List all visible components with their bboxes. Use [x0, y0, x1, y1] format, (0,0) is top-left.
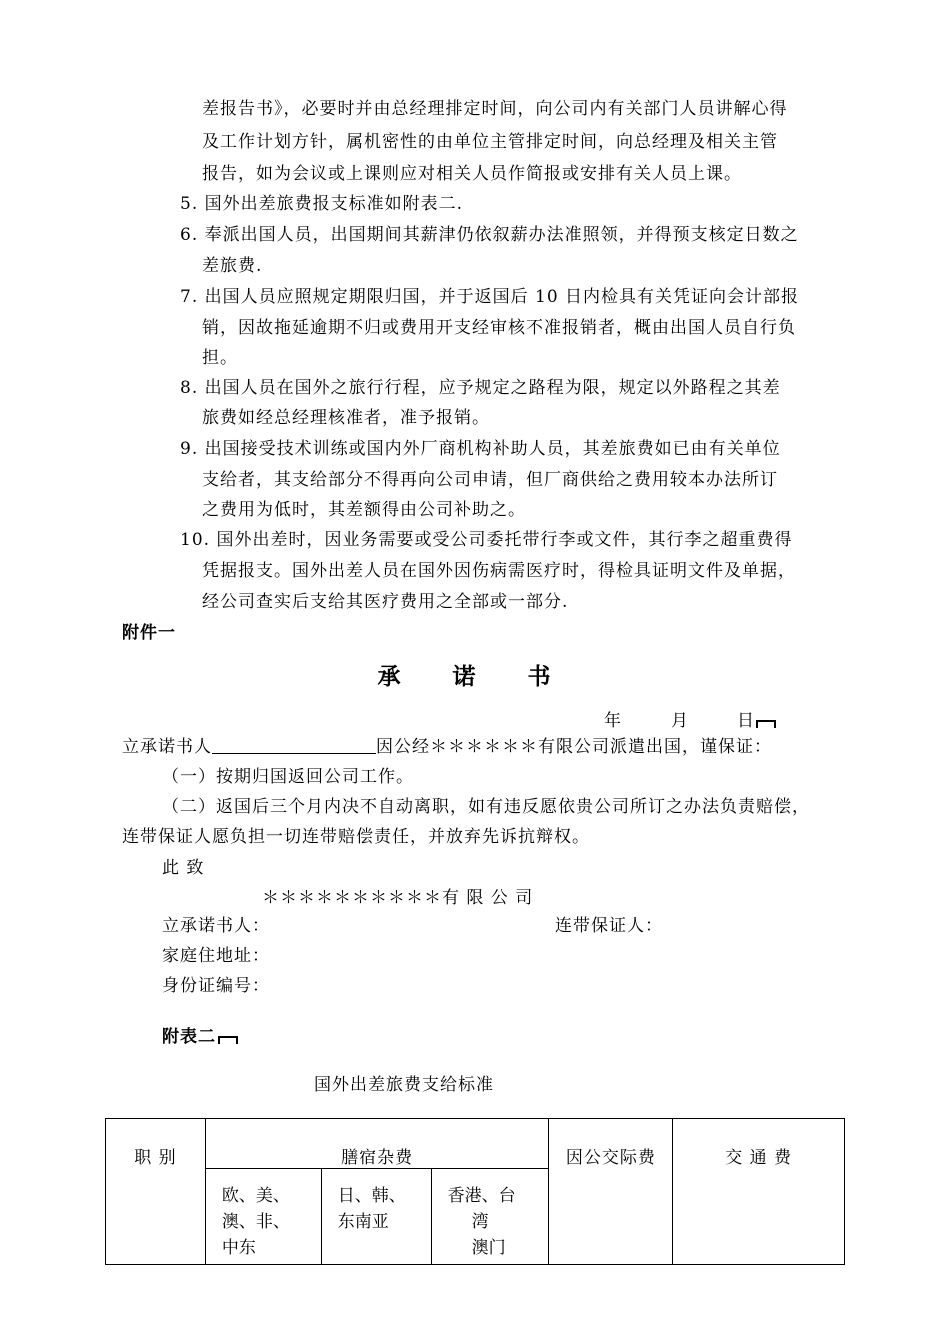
list-item-continuation: 销，因故拖延逾期不归或费用开支经审核不准报销者，概由出国人员自行负 [202, 318, 796, 338]
schedule-heading [162, 1026, 238, 1048]
paragraph-line: 及工作计划方针，属机密性的由单位主管排定时间，向总经理及相关主管 [202, 132, 778, 152]
table-header-rank: 职 别 [106, 1119, 206, 1265]
list-item-continuation: 凭据报支。国外出差人员在国外因伤病需医疗时，得检具证明文件及单据， [202, 561, 796, 581]
list-item: 6. 奉派出国人员，出国期间其薪津仍依叙薪办法准照领，并得预支核定日数之 [180, 225, 799, 245]
list-item-continuation: 之费用为低时，其差额得由公司补助之。 [202, 500, 526, 520]
salutation: 此 致 [162, 858, 205, 878]
clause-2-continuation: 连带保证人愿负担一切连带赔偿责任，并放弃先诉抗辩权。 [122, 827, 590, 847]
line-break-mark-icon [218, 1036, 238, 1044]
list-item-continuation: 担。 [202, 348, 238, 368]
paragraph-line: 差报告书》，必要时并由总经理排定时间，向公司内有关部门人员讲解心得 [202, 99, 788, 119]
promisor-name-blank [212, 737, 376, 754]
list-item-continuation: 经公司查实后支给其医疗费用之全部或一部分. [202, 592, 569, 612]
table-header-entertainment: 因公交际费 [549, 1119, 673, 1265]
attachment-heading: 附件一 [122, 623, 176, 643]
date-month-label: 月 [671, 711, 688, 731]
line-break-mark-icon [756, 720, 776, 728]
list-item: 5. 国外出差旅费报支标准如附表二. [180, 194, 464, 214]
table-header-meals-lodging: 膳宿杂费 [205, 1119, 549, 1169]
list-item: 7. 出国人员应照规定期限归国，并于返国后 10 日内检具有关凭证向会计部报 [180, 287, 800, 307]
list-item-continuation: 旅费如经总经理核准者，准予报销。 [202, 408, 490, 428]
date-day-label [737, 706, 776, 731]
list-item: 8. 出国人员在国外之旅行行程，应予规定之路程为限，规定以外路程之其差 [180, 378, 781, 398]
table-title: 国外出差旅费支给标准 [314, 1075, 494, 1095]
schedule-heading-text: 附表二 [162, 1027, 216, 1047]
table-region-cell: 香港、台 湾 澳门 [431, 1169, 549, 1265]
date-day-text: 日 [737, 711, 754, 731]
sign-promisor-label: 立承诺书人： [162, 916, 270, 936]
table-header-transport: 交 通 费 [673, 1119, 845, 1265]
list-item: 9. 出国接受技术训练或国内外厂商机构补助人员，其差旅费如已由有关单位 [180, 439, 781, 459]
list-item: 10. 国外出差时，因业务需要或受公司委托带行李或文件，其行李之超重费得 [180, 530, 793, 550]
pledge-title: 承 诺 书 [377, 663, 573, 690]
promisor-label: 立承诺书人 [122, 737, 212, 757]
id-number-label: 身份证编号： [162, 976, 270, 996]
list-item-continuation: 支给者，其支给部分不得再向公司申请，但厂商供给之费用较本办法所订 [202, 470, 778, 490]
company-name: ＊＊＊＊＊＊＊＊＊＊有 限 公 司 [262, 888, 534, 908]
clause-1: （一）按期归国返回公司工作。 [162, 767, 414, 787]
list-item-continuation: 差旅费. [202, 256, 263, 276]
sign-guarantor-label: 连带保证人： [555, 916, 663, 936]
home-address-label: 家庭住地址： [162, 946, 270, 966]
promisor-statement: 因公经＊＊＊＊＊＊有限公司派遣出国，谨保证： [376, 737, 772, 757]
table-region-cell: 日、韩、 东南亚 [321, 1169, 431, 1265]
table-region-cell: 欧、美、 澳、非、 中东 [205, 1169, 321, 1265]
clause-2: （二）返国后三个月内决不自动离职，如有违反愿依贵公司所订之办法负责赔偿， [162, 797, 810, 817]
travel-allowance-table [105, 1118, 845, 1265]
date-year-label: 年 [604, 711, 621, 731]
promisor-line [122, 736, 772, 758]
paragraph-line: 报告，如为会议或上课则应对相关人员作简报或安排有关人员上课。 [202, 164, 742, 184]
